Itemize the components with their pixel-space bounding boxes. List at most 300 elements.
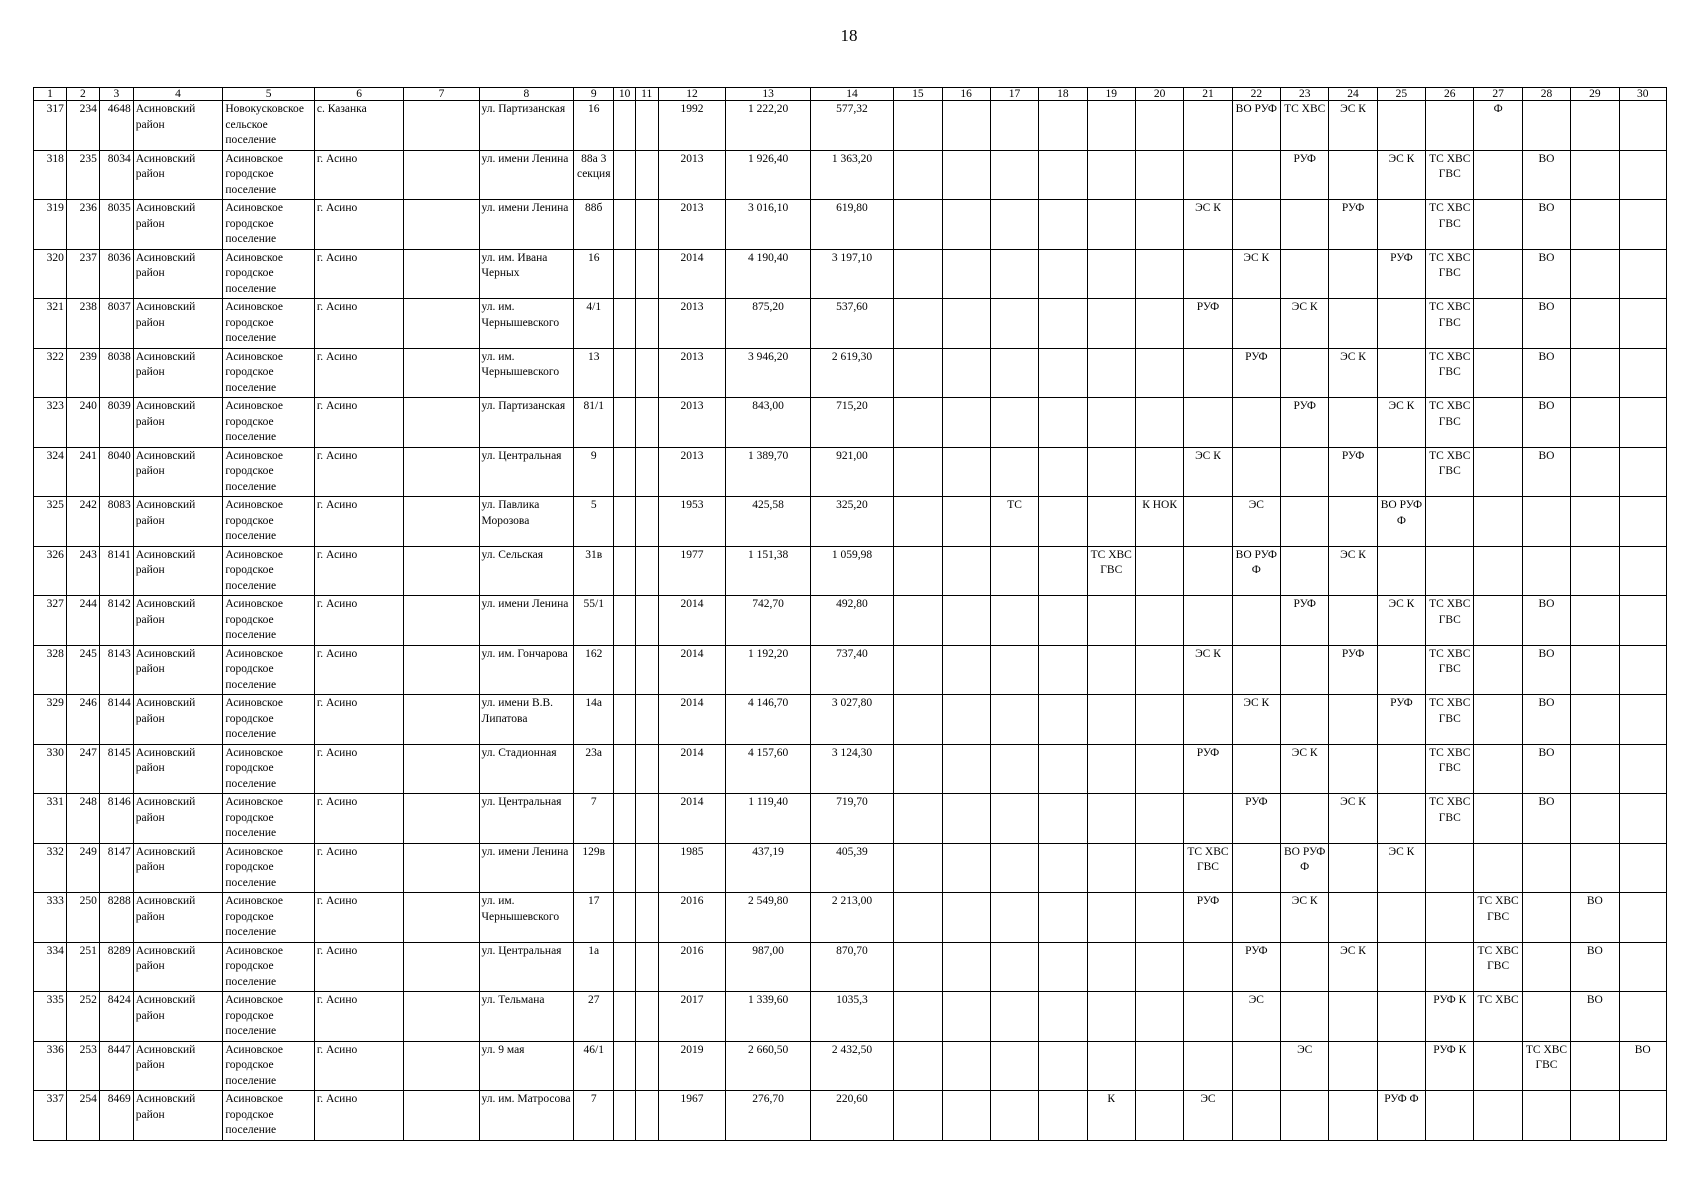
table-cell-col-11 xyxy=(635,299,658,349)
table-cell-col-5: Асиновское городское поселение xyxy=(223,794,315,844)
table-cell-col-19 xyxy=(1087,398,1135,448)
table-cell-col-29 xyxy=(1571,1041,1619,1091)
table-cell-col-27 xyxy=(1474,695,1522,745)
table-cell-col-22: ВО РУФ Ф xyxy=(1232,546,1280,596)
table-cell-col-30 xyxy=(1619,596,1666,646)
table-cell-col-21 xyxy=(1184,1041,1232,1091)
table-cell-col-1: 327 xyxy=(34,596,67,646)
table-cell-col-3: 8035 xyxy=(99,200,133,250)
table-cell-col-4: Асиновский район xyxy=(133,695,223,745)
table-cell-col-17 xyxy=(990,249,1038,299)
table-cell-col-26: ТС ХВС ГВС xyxy=(1426,398,1474,448)
table-cell-col-12: 2014 xyxy=(658,794,726,844)
table-cell-col-6: г. Асино xyxy=(314,348,404,398)
table-cell-col-7 xyxy=(404,200,479,250)
table-cell-col-12: 2013 xyxy=(658,447,726,497)
table-cell-col-14: 1 363,20 xyxy=(810,150,893,200)
table-cell-col-16 xyxy=(942,695,990,745)
table-cell-col-17 xyxy=(990,942,1038,992)
table-cell-col-20 xyxy=(1135,200,1183,250)
table-cell-col-14: 325,20 xyxy=(810,497,893,547)
table-cell-col-18 xyxy=(1039,447,1087,497)
table-cell-col-2: 248 xyxy=(66,794,99,844)
table-cell-col-5: Асиновское городское поселение xyxy=(223,1041,315,1091)
table-cell-col-11 xyxy=(635,596,658,646)
table-cell-col-23: ВО РУФ Ф xyxy=(1281,843,1329,893)
table-cell-col-11 xyxy=(635,546,658,596)
column-header-11: 11 xyxy=(635,88,658,101)
table-cell-col-13: 4 190,40 xyxy=(726,249,810,299)
table-cell-col-1: 328 xyxy=(34,645,67,695)
table-cell-col-27: ТС ХВС ГВС xyxy=(1474,893,1522,943)
table-cell-col-20 xyxy=(1135,794,1183,844)
table-cell-col-28: ВО xyxy=(1522,249,1570,299)
column-header-8: 8 xyxy=(479,88,574,101)
table-cell-col-23: РУФ xyxy=(1281,398,1329,448)
table-cell-col-22 xyxy=(1232,843,1280,893)
table-cell-col-8: ул. им. Матросова xyxy=(479,1091,574,1141)
table-cell-col-25 xyxy=(1377,893,1425,943)
table-cell-col-27 xyxy=(1474,645,1522,695)
table-cell-col-28: ВО xyxy=(1522,200,1570,250)
table-cell-col-9: 5 xyxy=(574,497,614,547)
table-cell-col-10 xyxy=(614,596,636,646)
table-cell-col-19 xyxy=(1087,497,1135,547)
table-cell-col-28 xyxy=(1522,1091,1570,1141)
table-cell-col-27 xyxy=(1474,200,1522,250)
table-cell-col-11 xyxy=(635,942,658,992)
table-cell-col-21: ЭС xyxy=(1184,1091,1232,1141)
table-cell-col-2: 238 xyxy=(66,299,99,349)
table-cell-col-20 xyxy=(1135,596,1183,646)
table-cell-col-30 xyxy=(1619,447,1666,497)
column-header-20: 20 xyxy=(1135,88,1183,101)
table-cell-col-1: 330 xyxy=(34,744,67,794)
table-cell-col-21 xyxy=(1184,794,1232,844)
table-cell-col-14: 2 213,00 xyxy=(810,893,893,943)
table-cell-col-3: 8038 xyxy=(99,348,133,398)
table-cell-col-18 xyxy=(1039,596,1087,646)
table-cell-col-10 xyxy=(614,942,636,992)
table-cell-col-12: 2013 xyxy=(658,200,726,250)
table-cell-col-7 xyxy=(404,150,479,200)
table-cell-col-13: 1 222,20 xyxy=(726,101,810,151)
table-cell-col-16 xyxy=(942,645,990,695)
table-cell-col-10 xyxy=(614,546,636,596)
table-cell-col-19 xyxy=(1087,893,1135,943)
table-cell-col-30 xyxy=(1619,893,1666,943)
table-cell-col-10 xyxy=(614,893,636,943)
table-row xyxy=(34,150,1667,200)
table-cell-col-24 xyxy=(1329,497,1377,547)
table-cell-col-14: 2 619,30 xyxy=(810,348,893,398)
table-cell-col-21: ЭС К xyxy=(1184,645,1232,695)
table-cell-col-9: 7 xyxy=(574,1091,614,1141)
table-cell-col-16 xyxy=(942,249,990,299)
table-cell-col-26: ТС ХВС ГВС xyxy=(1426,348,1474,398)
table-cell-col-12: 1977 xyxy=(658,546,726,596)
table-cell-col-4: Асиновский район xyxy=(133,398,223,448)
table-cell-col-5: Асиновское городское поселение xyxy=(223,150,315,200)
table-cell-col-5: Асиновское городское поселение xyxy=(223,497,315,547)
table-cell-col-1: 324 xyxy=(34,447,67,497)
table-cell-col-17 xyxy=(990,200,1038,250)
table-cell-col-25 xyxy=(1377,546,1425,596)
table-cell-col-21: РУФ xyxy=(1184,299,1232,349)
table-cell-col-6: г. Асино xyxy=(314,645,404,695)
table-cell-col-2: 235 xyxy=(66,150,99,200)
table-cell-col-29 xyxy=(1571,695,1619,745)
table-cell-col-2: 252 xyxy=(66,992,99,1042)
table-cell-col-20 xyxy=(1135,695,1183,745)
table-cell-col-10 xyxy=(614,150,636,200)
table-cell-col-25 xyxy=(1377,794,1425,844)
table-cell-col-27 xyxy=(1474,1041,1522,1091)
table-row xyxy=(34,398,1667,448)
table-cell-col-15 xyxy=(894,843,942,893)
table-cell-col-27 xyxy=(1474,447,1522,497)
table-cell-col-21 xyxy=(1184,249,1232,299)
table-cell-col-8: ул. им. Чернышевского xyxy=(479,299,574,349)
table-cell-col-26 xyxy=(1426,497,1474,547)
column-header-7: 7 xyxy=(404,88,479,101)
table-cell-col-7 xyxy=(404,101,479,151)
table-cell-col-5: Асиновское городское поселение xyxy=(223,893,315,943)
table-cell-col-17 xyxy=(990,398,1038,448)
table-cell-col-12: 1953 xyxy=(658,497,726,547)
table-cell-col-22 xyxy=(1232,645,1280,695)
table-cell-col-2: 253 xyxy=(66,1041,99,1091)
table-cell-col-20 xyxy=(1135,546,1183,596)
column-header-2: 2 xyxy=(66,88,99,101)
table-cell-col-21 xyxy=(1184,497,1232,547)
table-cell-col-27 xyxy=(1474,794,1522,844)
column-header-27: 27 xyxy=(1474,88,1522,101)
table-cell-col-30 xyxy=(1619,249,1666,299)
table-row xyxy=(34,992,1667,1042)
table-cell-col-10 xyxy=(614,794,636,844)
table-cell-col-14: 719,70 xyxy=(810,794,893,844)
table-cell-col-13: 1 192,20 xyxy=(726,645,810,695)
table-cell-col-16 xyxy=(942,348,990,398)
table-cell-col-7 xyxy=(404,893,479,943)
table-cell-col-2: 240 xyxy=(66,398,99,448)
table-cell-col-4: Асиновский район xyxy=(133,101,223,151)
table-body xyxy=(34,101,1667,1141)
table-cell-col-29 xyxy=(1571,497,1619,547)
table-cell-col-5: Асиновское городское поселение xyxy=(223,398,315,448)
table-cell-col-20 xyxy=(1135,645,1183,695)
table-cell-col-18 xyxy=(1039,546,1087,596)
table-cell-col-19 xyxy=(1087,794,1135,844)
table-cell-col-9: 81/1 xyxy=(574,398,614,448)
table-cell-col-3: 8424 xyxy=(99,992,133,1042)
table-cell-col-13: 1 339,60 xyxy=(726,992,810,1042)
table-cell-col-20 xyxy=(1135,101,1183,151)
table-cell-col-26: ТС ХВС ГВС xyxy=(1426,447,1474,497)
table-cell-col-7 xyxy=(404,992,479,1042)
column-header-30: 30 xyxy=(1619,88,1666,101)
table-cell-col-19 xyxy=(1087,992,1135,1042)
table-cell-col-11 xyxy=(635,893,658,943)
table-cell-col-20 xyxy=(1135,744,1183,794)
table-cell-col-22 xyxy=(1232,1091,1280,1141)
table-cell-col-18 xyxy=(1039,744,1087,794)
table-cell-col-30 xyxy=(1619,744,1666,794)
table-cell-col-26 xyxy=(1426,1091,1474,1141)
table-cell-col-20 xyxy=(1135,348,1183,398)
table-cell-col-7 xyxy=(404,447,479,497)
table-cell-col-17 xyxy=(990,447,1038,497)
table-cell-col-18 xyxy=(1039,497,1087,547)
table-cell-col-10 xyxy=(614,1041,636,1091)
table-cell-col-30 xyxy=(1619,645,1666,695)
table-cell-col-19 xyxy=(1087,645,1135,695)
table-cell-col-1: 329 xyxy=(34,695,67,745)
table-row xyxy=(34,200,1667,250)
table-cell-col-20 xyxy=(1135,893,1183,943)
table-cell-col-24 xyxy=(1329,893,1377,943)
table-cell-col-18 xyxy=(1039,1041,1087,1091)
table-cell-col-24: РУФ xyxy=(1329,645,1377,695)
table-cell-col-8: ул. имени Ленина xyxy=(479,843,574,893)
table-cell-col-15 xyxy=(894,893,942,943)
table-cell-col-8: ул. Стадионная xyxy=(479,744,574,794)
table-cell-col-8: ул. Центральная xyxy=(479,447,574,497)
table-cell-col-8: ул. Центральная xyxy=(479,942,574,992)
table-cell-col-5: Асиновское городское поселение xyxy=(223,200,315,250)
table-cell-col-13: 2 549,80 xyxy=(726,893,810,943)
table-cell-col-24 xyxy=(1329,992,1377,1042)
column-header-10: 10 xyxy=(614,88,636,101)
table-cell-col-23: ЭС К xyxy=(1281,893,1329,943)
table-cell-col-22 xyxy=(1232,150,1280,200)
table-cell-col-12: 2014 xyxy=(658,596,726,646)
table-row xyxy=(34,695,1667,745)
table-cell-col-28: ВО xyxy=(1522,645,1570,695)
table-cell-col-15 xyxy=(894,150,942,200)
column-header-17: 17 xyxy=(990,88,1038,101)
table-cell-col-8: ул. Павлика Морозова xyxy=(479,497,574,547)
table-cell-col-20 xyxy=(1135,1091,1183,1141)
column-header-1: 1 xyxy=(34,88,67,101)
table-cell-col-12: 2013 xyxy=(658,299,726,349)
table-cell-col-26: ТС ХВС ГВС xyxy=(1426,299,1474,349)
table-cell-col-16 xyxy=(942,893,990,943)
table-cell-col-30 xyxy=(1619,398,1666,448)
table-cell-col-27: ТС ХВС xyxy=(1474,992,1522,1042)
table-cell-col-12: 1967 xyxy=(658,1091,726,1141)
table-cell-col-4: Асиновский район xyxy=(133,348,223,398)
table-cell-col-24: ЭС К xyxy=(1329,546,1377,596)
table-cell-col-9: 13 xyxy=(574,348,614,398)
table-cell-col-3: 8034 xyxy=(99,150,133,200)
table-cell-col-15 xyxy=(894,942,942,992)
table-cell-col-13: 843,00 xyxy=(726,398,810,448)
table-cell-col-24: ЭС К xyxy=(1329,794,1377,844)
table-cell-col-9: 14а xyxy=(574,695,614,745)
table-cell-col-30 xyxy=(1619,843,1666,893)
table-cell-col-22: ЭС К xyxy=(1232,695,1280,745)
table-cell-col-17 xyxy=(990,1041,1038,1091)
table-cell-col-20 xyxy=(1135,299,1183,349)
table-cell-col-1: 333 xyxy=(34,893,67,943)
table-cell-col-29 xyxy=(1571,1091,1619,1141)
table-cell-col-7 xyxy=(404,249,479,299)
table-cell-col-25: РУФ xyxy=(1377,695,1425,745)
table-cell-col-5: Асиновское городское поселение xyxy=(223,249,315,299)
column-header-9: 9 xyxy=(574,88,614,101)
table-cell-col-1: 319 xyxy=(34,200,67,250)
table-cell-col-5: Асиновское городское поселение xyxy=(223,843,315,893)
table-cell-col-20 xyxy=(1135,447,1183,497)
table-cell-col-6: г. Асино xyxy=(314,744,404,794)
table-cell-col-10 xyxy=(614,1091,636,1141)
table-cell-col-1: 323 xyxy=(34,398,67,448)
table-cell-col-16 xyxy=(942,744,990,794)
table-cell-col-13: 4 157,60 xyxy=(726,744,810,794)
table-cell-col-18 xyxy=(1039,695,1087,745)
table-cell-col-9: 1а xyxy=(574,942,614,992)
table-cell-col-28: ВО xyxy=(1522,348,1570,398)
table-cell-col-26 xyxy=(1426,893,1474,943)
table-cell-col-19 xyxy=(1087,101,1135,151)
table-cell-col-28: ТС ХВС ГВС xyxy=(1522,1041,1570,1091)
table-cell-col-19: ТС ХВС ГВС xyxy=(1087,546,1135,596)
table-cell-col-17 xyxy=(990,695,1038,745)
table-cell-col-10 xyxy=(614,645,636,695)
table-cell-col-29: ВО xyxy=(1571,942,1619,992)
table-cell-col-14: 1 059,98 xyxy=(810,546,893,596)
table-row xyxy=(34,1091,1667,1141)
column-header-18: 18 xyxy=(1039,88,1087,101)
table-cell-col-14: 220,60 xyxy=(810,1091,893,1141)
table-cell-col-3: 8142 xyxy=(99,596,133,646)
table-cell-col-28 xyxy=(1522,843,1570,893)
table-cell-col-24 xyxy=(1329,249,1377,299)
table-cell-col-8: ул. им. Чернышевского xyxy=(479,348,574,398)
column-header-21: 21 xyxy=(1184,88,1232,101)
table-cell-col-5: Асиновское городское поселение xyxy=(223,348,315,398)
table-cell-col-30 xyxy=(1619,299,1666,349)
table-cell-col-6: г. Асино xyxy=(314,299,404,349)
table-cell-col-13: 437,19 xyxy=(726,843,810,893)
table-cell-col-23 xyxy=(1281,447,1329,497)
table-cell-col-14: 537,60 xyxy=(810,299,893,349)
table-cell-col-2: 249 xyxy=(66,843,99,893)
table-cell-col-8: ул. Тельмана xyxy=(479,992,574,1042)
table-cell-col-29 xyxy=(1571,744,1619,794)
table-cell-col-30 xyxy=(1619,348,1666,398)
table-cell-col-7 xyxy=(404,596,479,646)
table-cell-col-17 xyxy=(990,101,1038,151)
table-cell-col-14: 492,80 xyxy=(810,596,893,646)
table-cell-col-7 xyxy=(404,695,479,745)
table-cell-col-27 xyxy=(1474,497,1522,547)
table-cell-col-29 xyxy=(1571,299,1619,349)
table-cell-col-3: 8447 xyxy=(99,1041,133,1091)
table-cell-col-7 xyxy=(404,299,479,349)
table-cell-col-4: Асиновский район xyxy=(133,546,223,596)
column-header-28: 28 xyxy=(1522,88,1570,101)
table-cell-col-28 xyxy=(1522,546,1570,596)
table-cell-col-22: РУФ xyxy=(1232,942,1280,992)
table-cell-col-25: РУФ Ф xyxy=(1377,1091,1425,1141)
table-cell-col-29 xyxy=(1571,150,1619,200)
table-cell-col-25: ЭС К xyxy=(1377,150,1425,200)
table-cell-col-2: 239 xyxy=(66,348,99,398)
table-cell-col-3: 8145 xyxy=(99,744,133,794)
table-cell-col-14: 2 432,50 xyxy=(810,1041,893,1091)
table-cell-col-30 xyxy=(1619,794,1666,844)
table-cell-col-13: 4 146,70 xyxy=(726,695,810,745)
table-cell-col-23 xyxy=(1281,200,1329,250)
table-cell-col-25: ЭС К xyxy=(1377,843,1425,893)
table-cell-col-1: 318 xyxy=(34,150,67,200)
table-cell-col-12: 2013 xyxy=(658,348,726,398)
table-cell-col-26: ТС ХВС ГВС xyxy=(1426,744,1474,794)
table-cell-col-28: ВО xyxy=(1522,398,1570,448)
table-cell-col-2: 251 xyxy=(66,942,99,992)
table-cell-col-18 xyxy=(1039,893,1087,943)
table-cell-col-15 xyxy=(894,299,942,349)
table-cell-col-7 xyxy=(404,744,479,794)
table-cell-col-28: ВО xyxy=(1522,695,1570,745)
table-cell-col-4: Асиновский район xyxy=(133,744,223,794)
table-cell-col-25: ВО РУФ Ф xyxy=(1377,497,1425,547)
table-cell-col-3: 4648 xyxy=(99,101,133,151)
table-cell-col-24 xyxy=(1329,1041,1377,1091)
table-cell-col-8: ул. имени Ленина xyxy=(479,150,574,200)
table-row xyxy=(34,893,1667,943)
table-cell-col-13: 1 151,38 xyxy=(726,546,810,596)
table-cell-col-14: 1035,3 xyxy=(810,992,893,1042)
table-cell-col-4: Асиновский район xyxy=(133,794,223,844)
table-cell-col-15 xyxy=(894,744,942,794)
table-cell-col-17: ТС xyxy=(990,497,1038,547)
table-cell-col-1: 321 xyxy=(34,299,67,349)
table-cell-col-4: Асиновский район xyxy=(133,150,223,200)
table-cell-col-6: г. Асино xyxy=(314,200,404,250)
table-cell-col-1: 337 xyxy=(34,1091,67,1141)
table-cell-col-23 xyxy=(1281,497,1329,547)
table-cell-col-11 xyxy=(635,695,658,745)
table-cell-col-26: ТС ХВС ГВС xyxy=(1426,794,1474,844)
table-cell-col-7 xyxy=(404,942,479,992)
column-header-25: 25 xyxy=(1377,88,1425,101)
table-cell-col-26: ТС ХВС ГВС xyxy=(1426,695,1474,745)
table-cell-col-24 xyxy=(1329,695,1377,745)
table-cell-col-11 xyxy=(635,398,658,448)
table-row xyxy=(34,843,1667,893)
table-cell-col-17 xyxy=(990,150,1038,200)
table-cell-col-4: Асиновский район xyxy=(133,497,223,547)
table-cell-col-3: 8141 xyxy=(99,546,133,596)
table-cell-col-29 xyxy=(1571,101,1619,151)
table-cell-col-17 xyxy=(990,1091,1038,1141)
table-cell-col-11 xyxy=(635,744,658,794)
table-cell-col-5: Асиновское городское поселение xyxy=(223,645,315,695)
table-cell-col-27 xyxy=(1474,150,1522,200)
table-cell-col-21 xyxy=(1184,992,1232,1042)
table-cell-col-8: ул. имени В.В. Липатова xyxy=(479,695,574,745)
table-cell-col-1: 317 xyxy=(34,101,67,151)
table-cell-col-19 xyxy=(1087,1041,1135,1091)
table-cell-col-23: ТС ХВС xyxy=(1281,101,1329,151)
table-cell-col-23 xyxy=(1281,546,1329,596)
table-cell-col-12: 2013 xyxy=(658,398,726,448)
table-cell-col-19 xyxy=(1087,447,1135,497)
